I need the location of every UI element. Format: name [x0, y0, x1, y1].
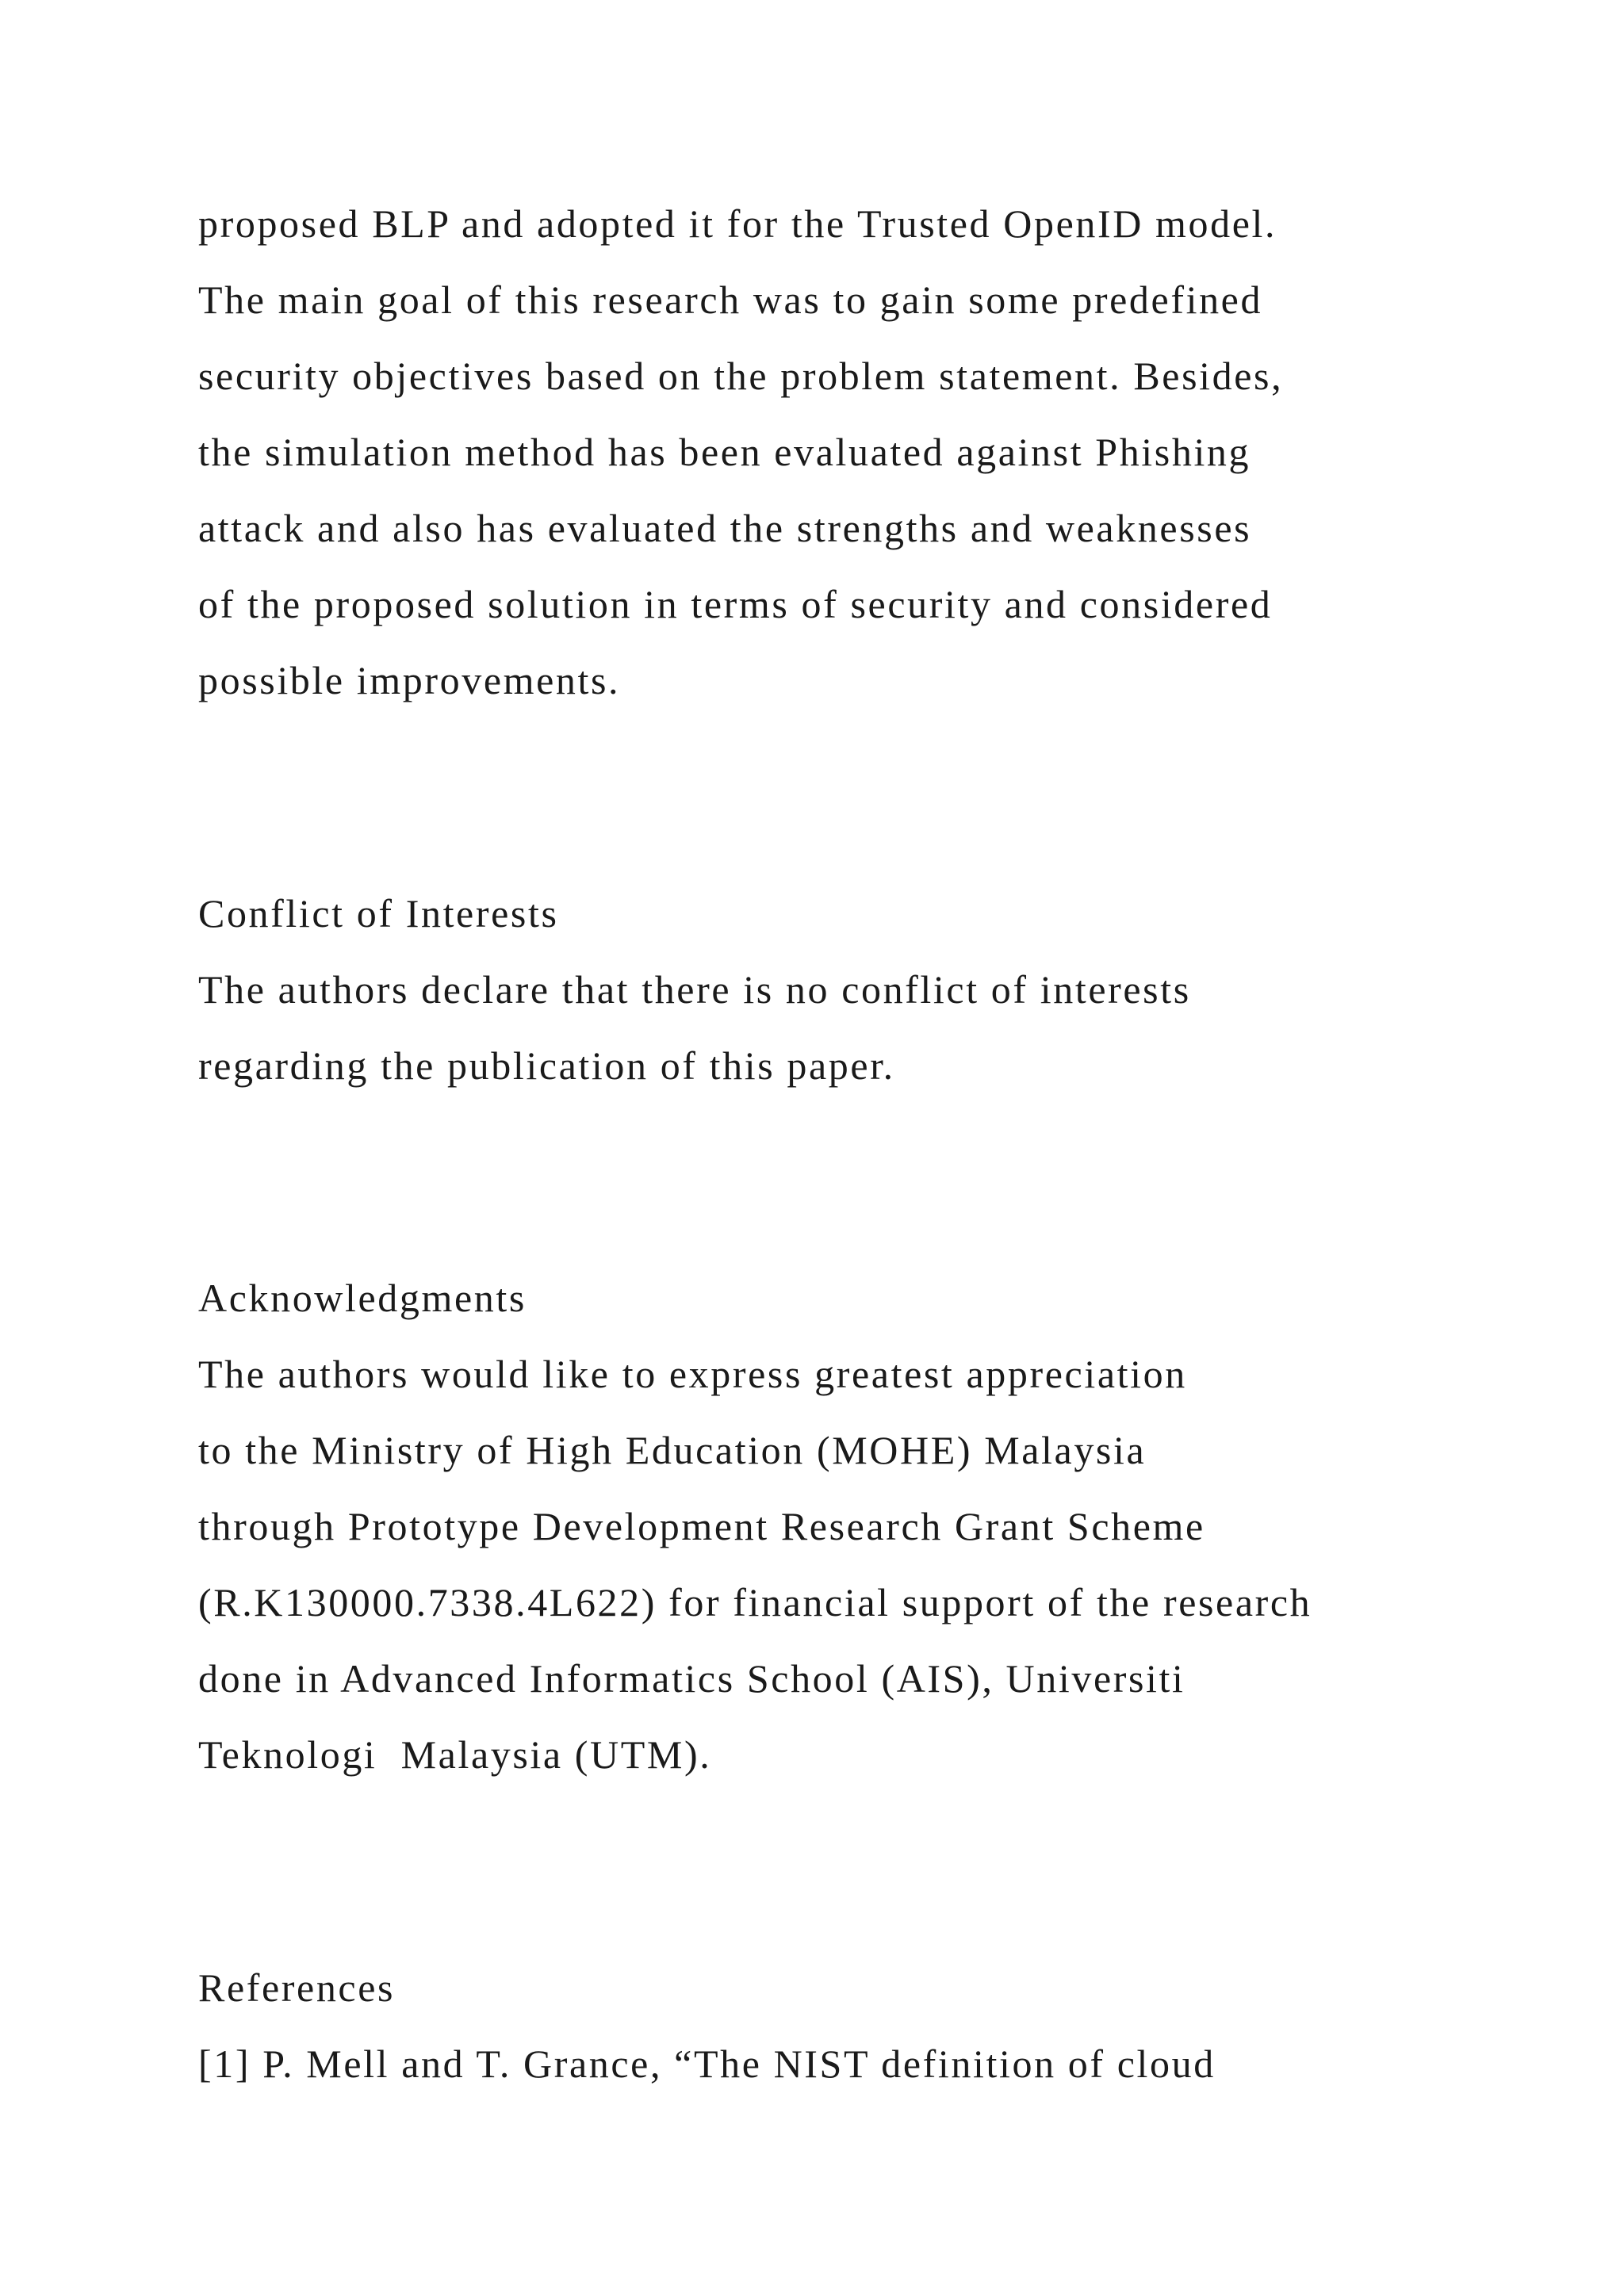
body-text-line: through Prototype Development Research Grant Scheme — [198, 1504, 1205, 1548]
body-text-line: Teknologi Malaysia (UTM). — [198, 1732, 712, 1777]
body-text-line: The authors declare that there is no conflict of interests — [198, 967, 1191, 1012]
body-text-line: The authors would like to express greatest appreciation — [198, 1352, 1187, 1396]
body-text-line: security objectives based on the problem statement. Besides, — [198, 354, 1284, 398]
body-text-line: proposed BLP and adopted it for the Trusted OpenID model. — [198, 201, 1277, 246]
body-text-line: regarding the publication of this paper. — [198, 1043, 895, 1088]
body-text-line: the simulation method has been evaluated against Phishing — [198, 430, 1251, 474]
reference-entry-line: [1] P. Mell and T. Grance, “The NIST definition of cloud — [198, 2042, 1216, 2086]
body-text-line: to the Ministry of High Education (MOHE) Malaysia — [198, 1428, 1147, 1472]
section-heading: Acknowledgments — [198, 1276, 527, 1320]
body-text-line: (R.K130000.7338.4L622) for financial support of the research — [198, 1580, 1312, 1624]
body-text-line: possible improvements. — [198, 658, 621, 702]
section-heading: Conflict of Interests — [198, 891, 559, 936]
body-text-line: The main goal of this research was to gain some predefined — [198, 277, 1263, 322]
section-heading: References — [198, 1965, 396, 2010]
body-text-line: done in Advanced Informatics School (AIS), Universiti — [198, 1656, 1185, 1701]
body-text-line: attack and also has evaluated the strengths and weaknesses — [198, 506, 1252, 550]
body-text-line: of the proposed solution in terms of security and considered — [198, 582, 1273, 626]
